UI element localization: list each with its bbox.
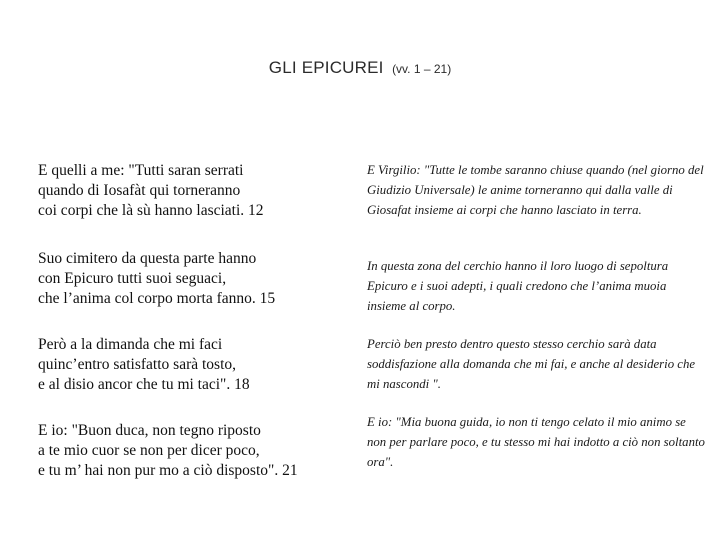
title-main: GLI EPICUREI	[268, 58, 384, 77]
paraphrase-stanza-3: Perciò ben presto dentro questo stesso cerchio sarà data soddisfazione alla domanda che mi fai, e anche al desiderio che mi nascondi ".	[367, 337, 696, 391]
verse-line: Però a la dimanda che mi faci	[38, 336, 223, 353]
verse-stanza-3	[38, 335, 368, 395]
verse-line: quinc’entro satisfatto sarà tosto,	[38, 356, 237, 373]
paraphrase-stanza-1: E Virgilio: "Tutte le tombe saranno chiuse quando (nel giorno del Giudizio Universale) le anime torneranno qui dalla valle di Giosafat insieme ai corpi che hanno lasciato in terra.	[367, 163, 704, 217]
verse-line: che l’anima col corpo morta fanno. 15	[38, 290, 276, 307]
paraphrase-stanza-4: E io: "Mia buona guida, io non ti tengo celato il mio animo se non per parlare poco, e tu stesso mi hai indotto a ciò non soltanto ora".	[367, 415, 705, 469]
verse-line: e al disio ancor che tu mi taci". 18	[38, 376, 250, 393]
verse-line: con Epicuro tutti suoi seguaci,	[38, 270, 227, 287]
paraphrase-stanza-2: In questa zona del cerchio hanno il loro luogo di sepoltura Epicuro e i suoi adepti, i quali credono che l’anima muoia insieme al corpo.	[367, 259, 669, 313]
verse-stanza-2	[38, 249, 368, 309]
verse-line: Suo cimitero da questa parte hanno	[38, 250, 257, 267]
verse-line: E quelli a me: "Tutti saran serrati	[38, 162, 244, 179]
verse-line: quando di Iosafàt qui torneranno	[38, 182, 241, 199]
verse-stanza-4	[38, 421, 368, 481]
page-title	[0, 58, 720, 78]
verse-line: E io: "Buon duca, non tegno riposto	[38, 422, 261, 439]
verse-line: e tu m’ hai non pur mo a ciò disposto". 21	[38, 462, 298, 479]
verse-line: a te mio cuor se non per dicer poco,	[38, 442, 260, 459]
verse-stanza-1	[38, 161, 368, 221]
verse-line: coi corpi che là sù hanno lasciati. 12	[38, 202, 264, 219]
title-verse-range: (vv. 1 – 21)	[392, 62, 452, 76]
